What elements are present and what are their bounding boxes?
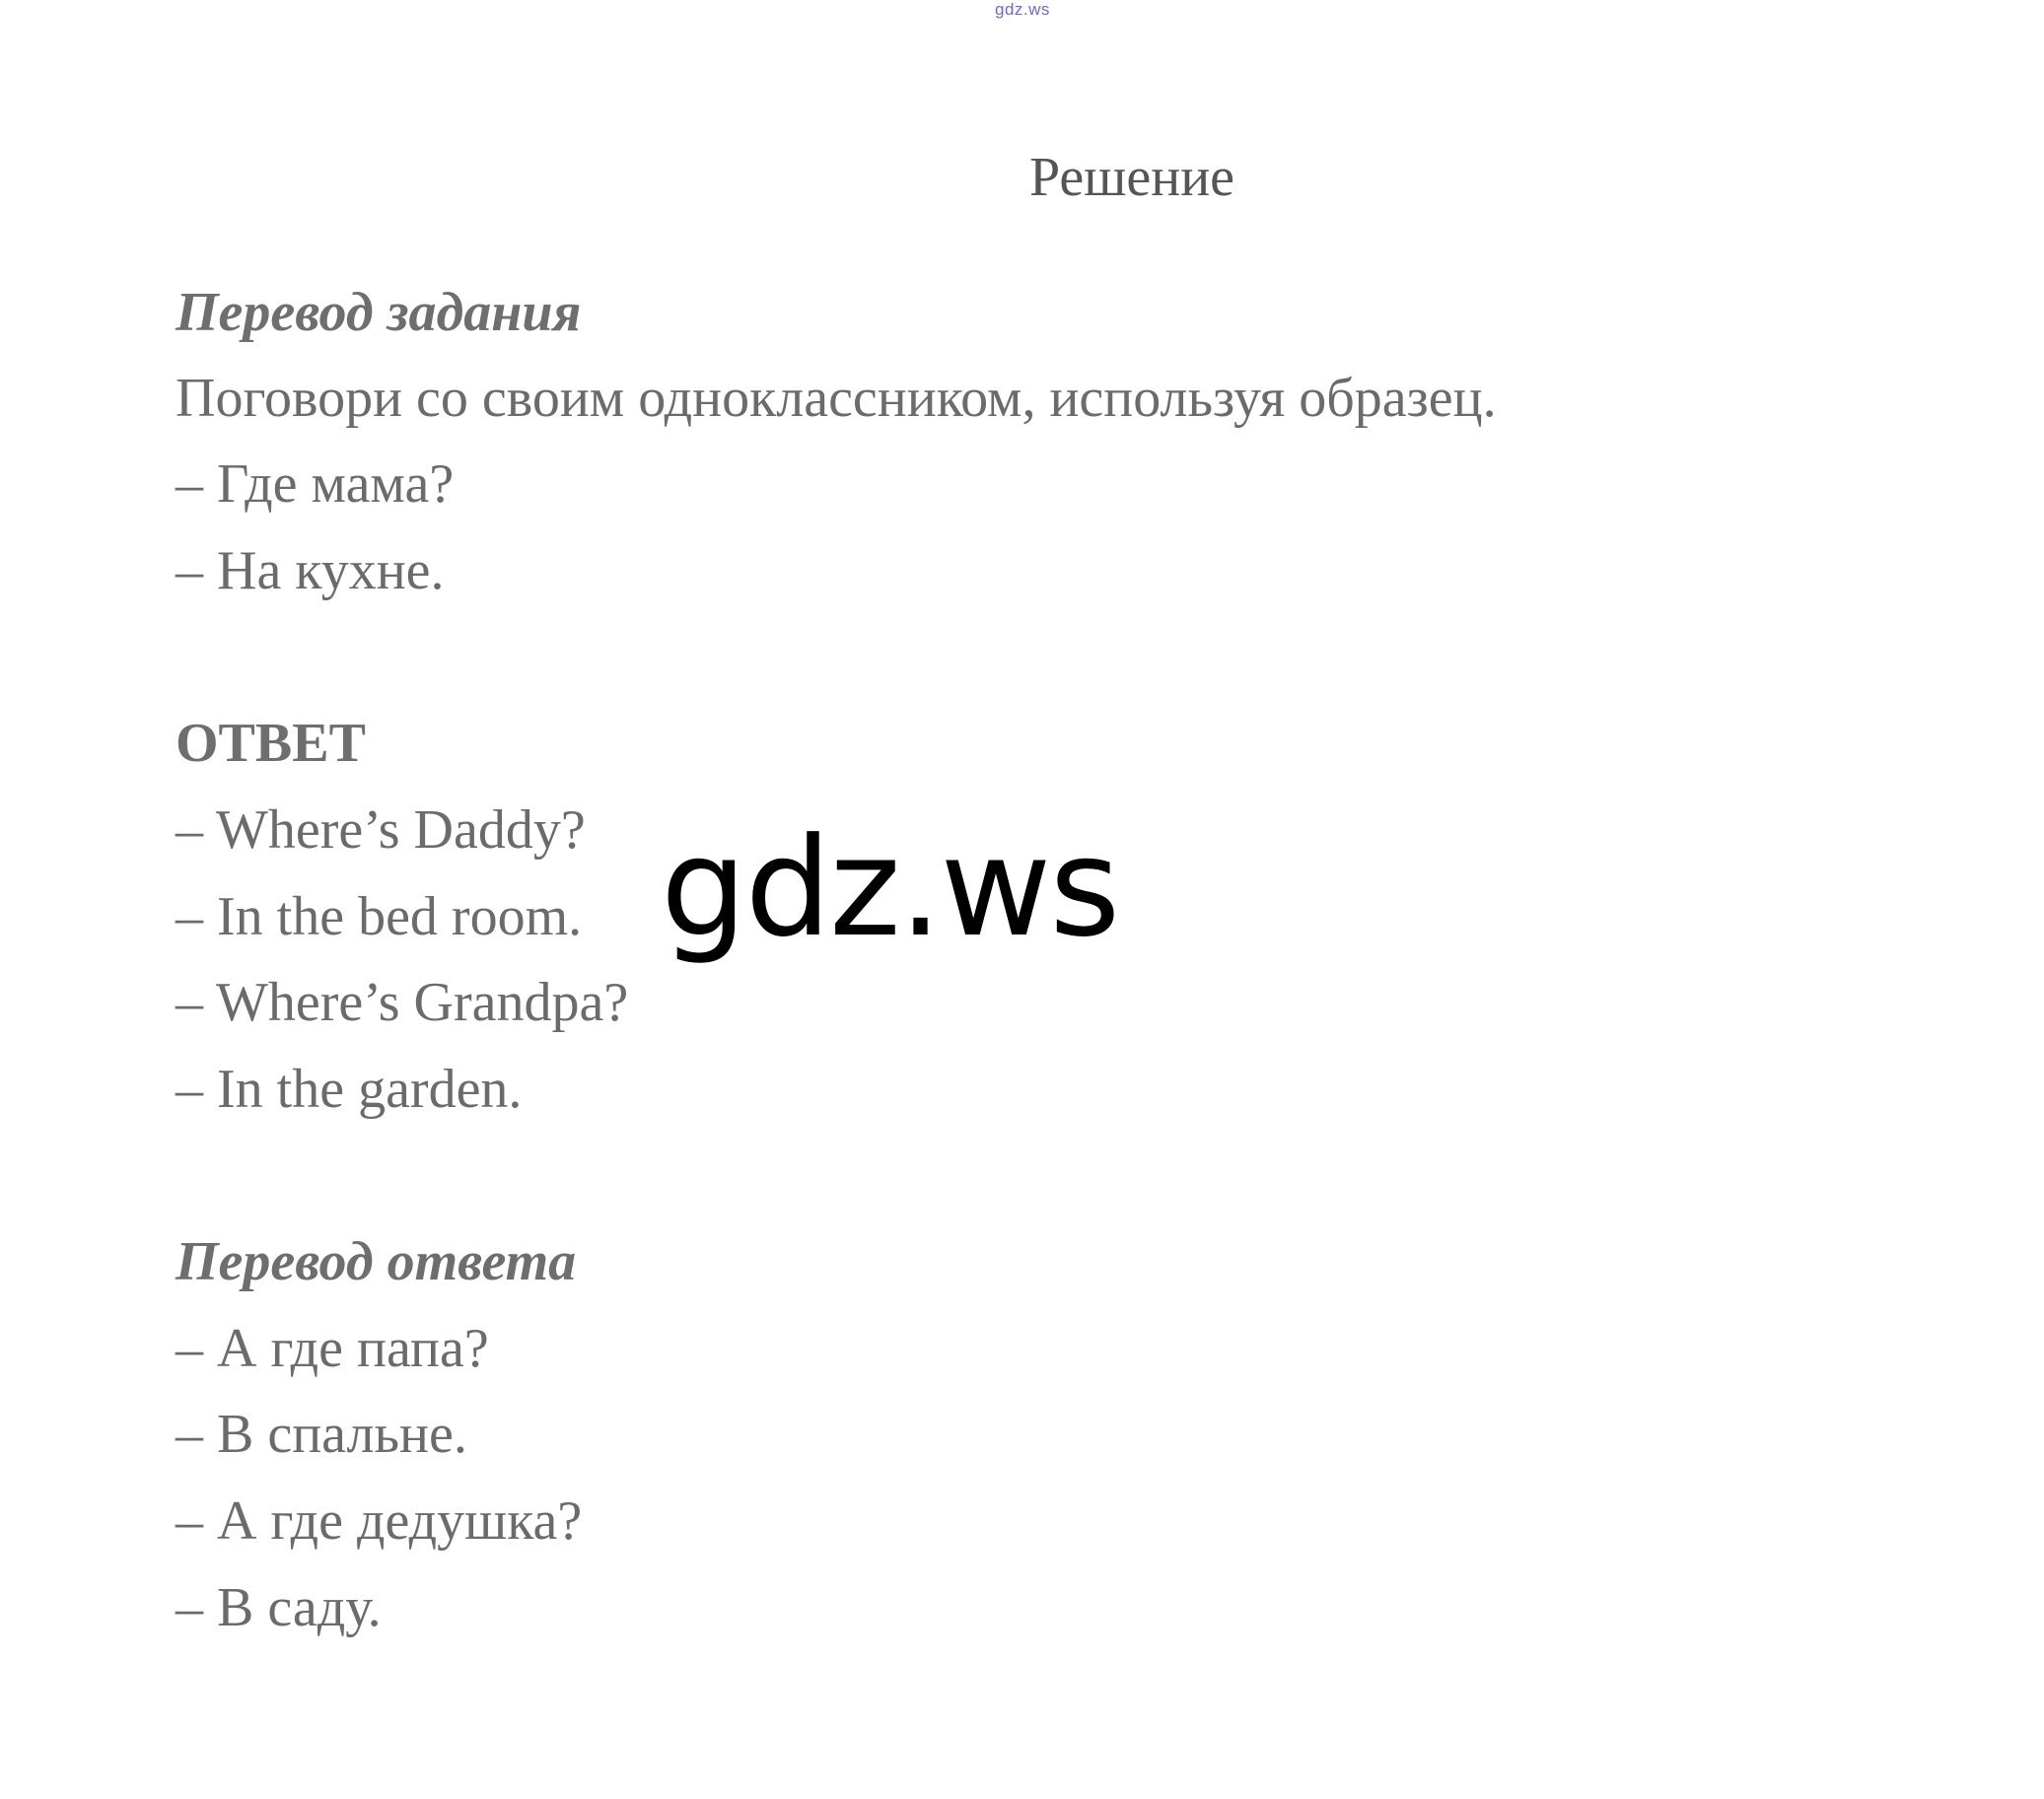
task-translation-line: – На кухне.	[176, 540, 445, 601]
site-watermark: gdz.ws	[661, 808, 1119, 967]
answer-line: – Where’s Daddy?	[176, 799, 586, 861]
answer-translation-heading: Перевод ответа	[176, 1231, 577, 1292]
answer-translation-line: – В саду.	[176, 1577, 382, 1638]
task-translation-line: Поговори со своим одноклассником, используя образец.	[176, 368, 1497, 429]
answer-translation-line: – А где папа?	[176, 1318, 489, 1379]
task-translation-heading: Перевод задания	[176, 282, 582, 343]
answer-heading: ОТВЕТ	[176, 713, 366, 774]
task-translation-line: – Где мама?	[176, 453, 455, 515]
answer-translation-line: – А где дедушка?	[176, 1490, 583, 1552]
answer-line: – Where’s Grandpa?	[176, 972, 629, 1033]
answer-translation-line: – В спальне.	[176, 1404, 467, 1465]
answer-line: – In the bed room.	[176, 886, 583, 947]
page-title: Решение	[1029, 147, 1235, 208]
answer-line: – In the garden.	[176, 1059, 523, 1120]
top-watermark: gdz.ws	[995, 0, 1050, 19]
